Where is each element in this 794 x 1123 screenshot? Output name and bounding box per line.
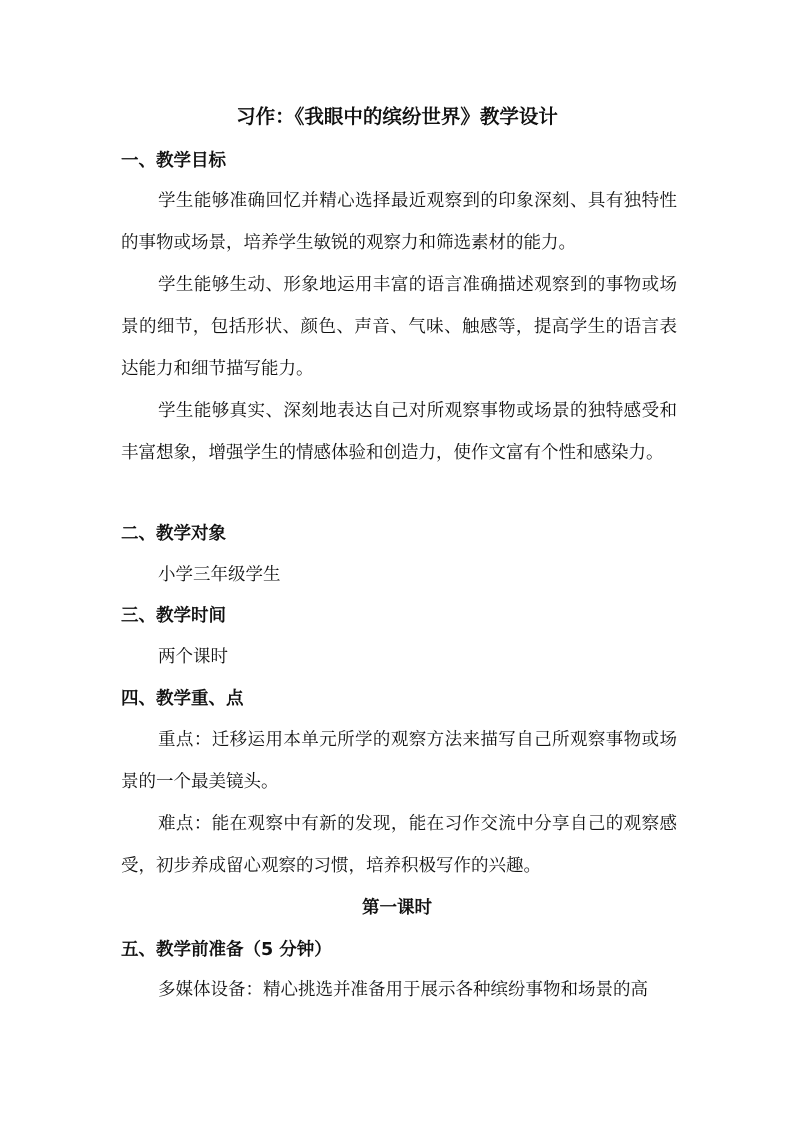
- section-heading-preparation: 五、教学前准备（5 分钟）: [121, 940, 332, 960]
- section-heading-teaching-goals: 一、教学目标: [121, 151, 226, 171]
- lesson-heading: 第一课时: [362, 898, 432, 918]
- difficulty-paragraph: 难点：能在观察中有新的发现，能在习作交流中分享自己的观察感受，初步养成留心观察的习惯，培养积极写作的兴趣。: [121, 814, 677, 876]
- goal-paragraph-2: 学生能够生动、形象地运用丰富的语言准确描述观察到的事物或场景的细节，包括形状、颜色、声音、气味、触感等，提高学生的语言表达能力和细节描写能力。: [121, 275, 677, 379]
- section-heading-key-points: 四、教学重、点: [121, 689, 244, 709]
- audience-paragraph: 小学三年级学生: [158, 565, 281, 585]
- key-point-paragraph: 重点：迁移运用本单元所学的观察方法来描写自己所观察事物或场景的一个最美镜头。: [121, 730, 677, 792]
- preparation-paragraph: 多媒体设备：精心挑选并准备用于展示各种缤纷事物和场景的高: [158, 980, 648, 1000]
- goal-paragraph-1: 学生能够准确回忆并精心选择最近观察到的印象深刻、具有独特性的事物或场景，培养学生敏锐的观察力和筛选素材的能力。: [121, 191, 677, 253]
- section-heading-teaching-time: 三、教学时间: [121, 606, 226, 626]
- time-paragraph: 两个课时: [158, 647, 228, 667]
- goal-paragraph-3: 学生能够真实、深刻地表达自己对所观察事物或场景的独特感受和丰富想象，增强学生的情感体验和创造力，使作文富有个性和感染力。: [121, 401, 677, 463]
- document-title: 习作：《我眼中的缤纷世界》教学设计: [236, 105, 558, 128]
- section-heading-teaching-audience: 二、教学对象: [121, 524, 226, 544]
